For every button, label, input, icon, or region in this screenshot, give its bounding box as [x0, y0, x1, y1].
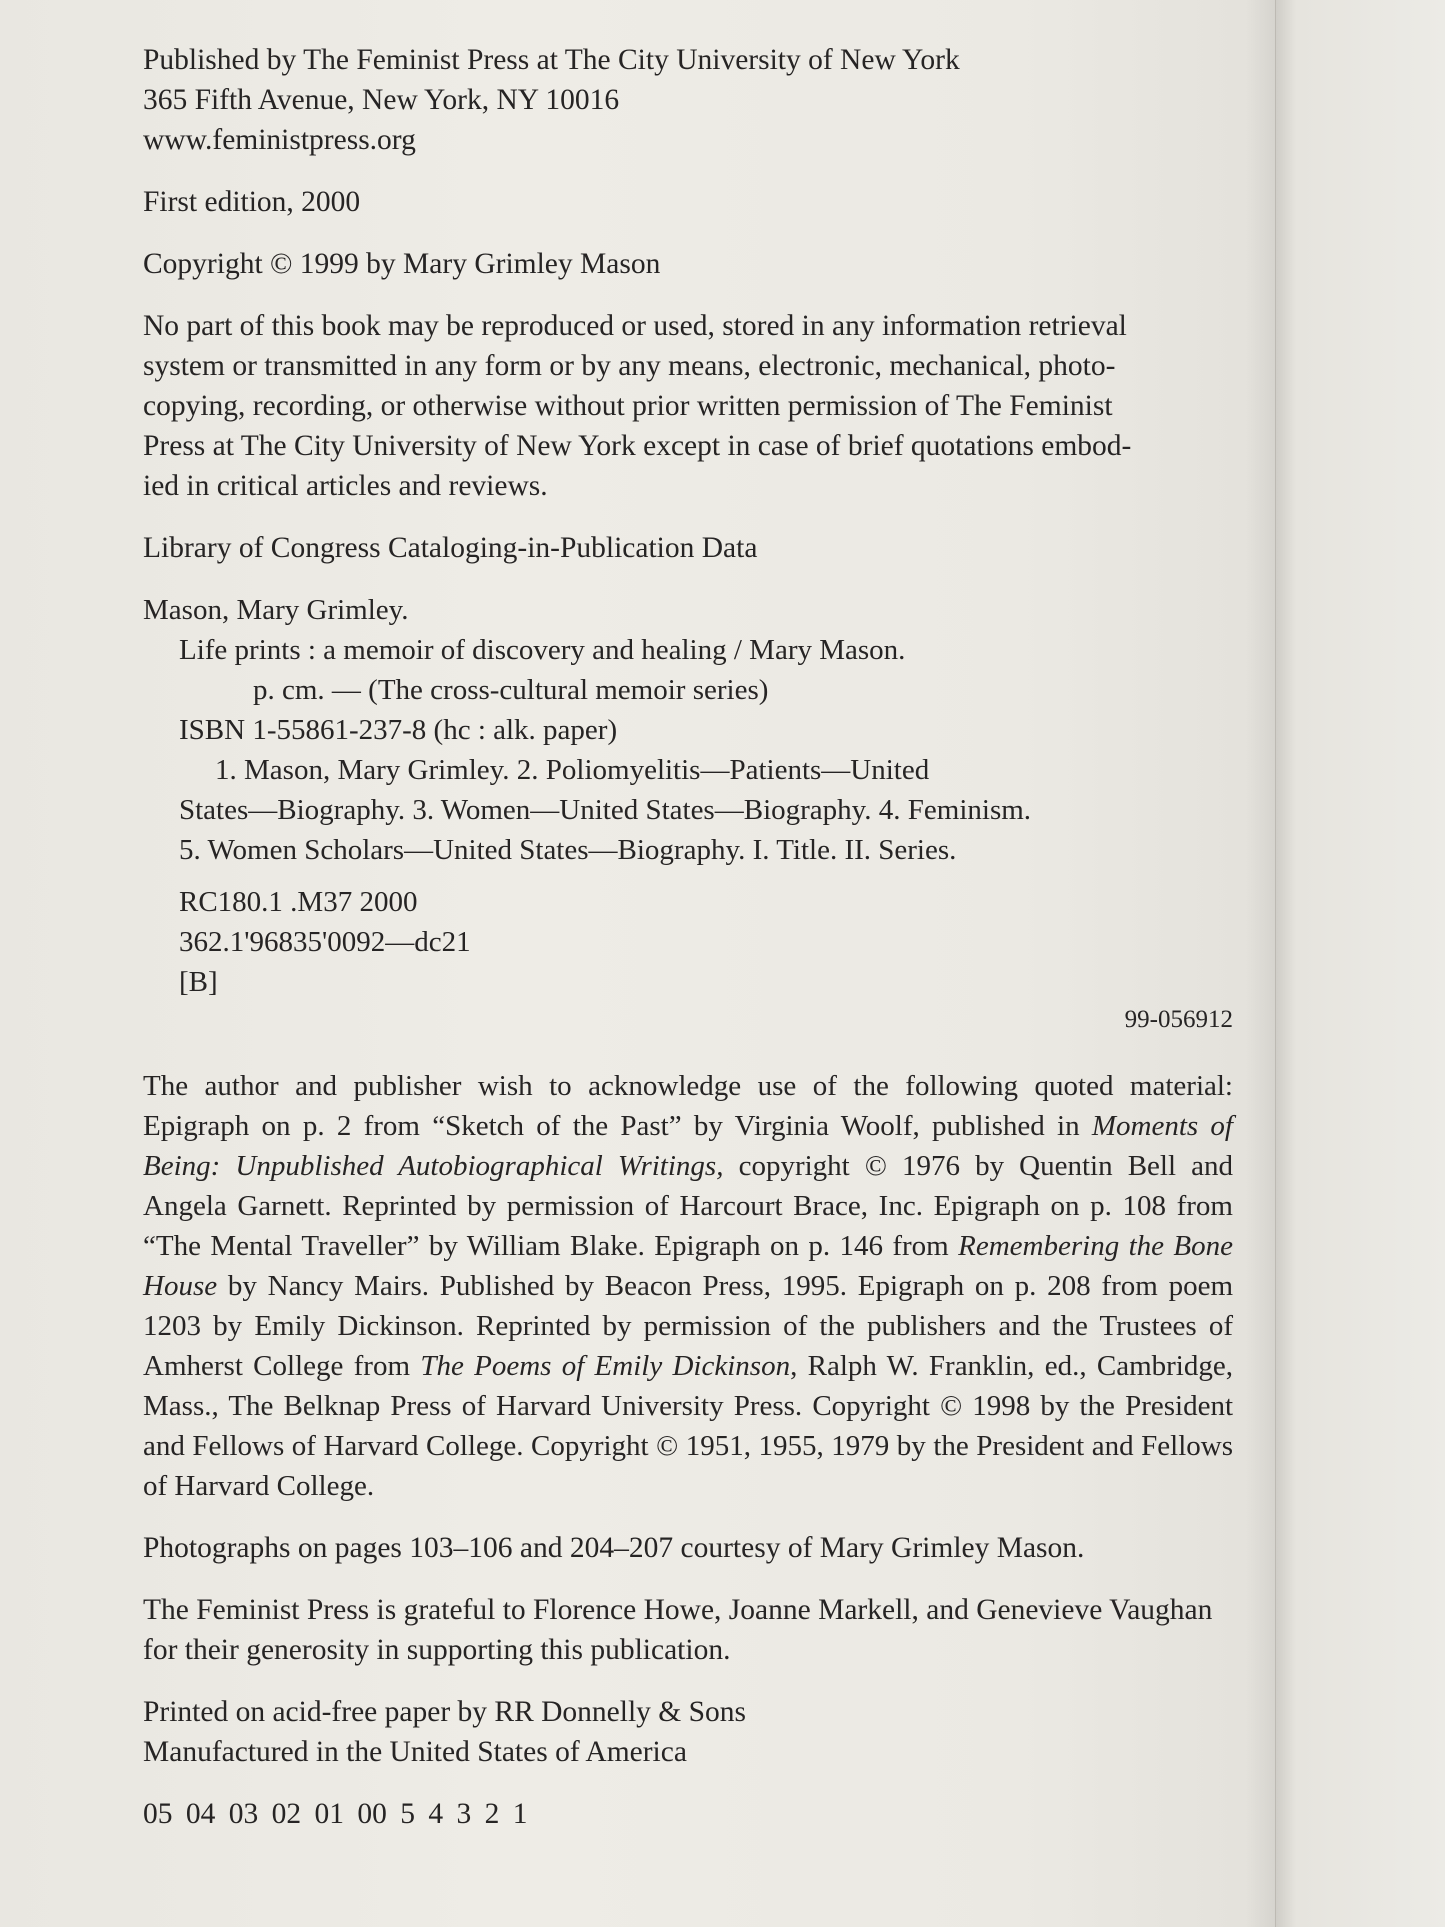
publisher-address: 365 Fifth Avenue, New York, NY 10016	[143, 84, 620, 116]
cip-call-number: RC180.1 .M37 2000	[179, 886, 418, 918]
cip-subjects-line: 5. Women Scholars—United States—Biography. I. Title. II. Series.	[179, 834, 957, 866]
lccn: 99-056912	[1124, 1006, 1233, 1033]
gutter-shadow	[1245, 0, 1275, 1927]
ack-title: Moments of Being: Unpublished Autobiographical Writings,	[143, 1110, 1233, 1182]
cip-heading: Library of Congress Cataloging-in-Publication Data	[143, 532, 758, 564]
cip-subjects-line: States—Biography. 3. Women—United States—Biography. 4. Feminism.	[179, 794, 1032, 826]
cip-physical: p. cm. — (The cross-cultural memoir series)	[253, 674, 769, 706]
copyright-notice: Copyright © 1999 by Mary Grimley Mason	[143, 248, 661, 280]
rights-line: system or transmitted in any form or by any means, electronic, mechanical, photo-	[143, 350, 1116, 382]
rights-line: ied in critical articles and reviews.	[143, 470, 548, 502]
manufacture-line: Manufactured in the United States of America	[143, 1736, 687, 1768]
ack-text: The author and publisher wish to acknowledge use of the following quoted material: Epigraph on p. 2 from “Sketch of the Past” by Virginia Woolf, published in	[143, 1070, 1233, 1142]
gratitude-statement: The Feminist Press is grateful to Florence Howe, Joanne Markell, and Genevieve Vaughan for their generosity in supporting this publication.	[143, 1594, 1213, 1666]
cip-dewey: 362.1'96835'0092—dc21	[179, 926, 471, 958]
photographs-credit: Photographs on pages 103–106 and 204–207 courtesy of Mary Grimley Mason.	[143, 1532, 1085, 1564]
printer-block	[143, 1692, 1233, 1772]
facing-page-edge	[1275, 0, 1445, 1927]
cip-subjects-line: 1. Mason, Mary Grimley. 2. Poliomyelitis—Patients—United	[215, 754, 930, 786]
printer-line: Printed on acid-free paper by RR Donnelly & Sons	[143, 1696, 746, 1728]
printing-numbers: 05 04 03 02 01 00 5 4 3 2 1	[143, 1798, 528, 1830]
cip-isbn: ISBN 1-55861-237-8 (hc : alk. paper)	[179, 714, 618, 746]
ack-text: by Nancy Mairs. Published by Beacon Press, 1995. Epigraph on p. 208 from poem 1203 by Emily Dickinson. Reprinted by permission of the publishers and the Trustees of Amherst College from	[143, 1270, 1233, 1382]
rights-line: No part of this book may be reproduced or used, stored in any information retrieval	[143, 310, 1127, 342]
ack-text: copyright © 1976 by Quentin Bell and Angela Garnett. Reprinted by permission of Harcourt Brace, Inc. Epigraph on p. 108 from “The Mental Traveller” by William Blake. Epigraph on p. 146 from	[143, 1150, 1234, 1262]
publisher-website: www.feministpress.org	[143, 124, 416, 156]
rights-line: Press at The City University of New York except in case of brief quotations embod-	[143, 430, 1132, 462]
publisher-block	[143, 40, 1233, 160]
ack-title: The Poems of Emily Dickinson	[420, 1350, 791, 1382]
cip-title: Life prints : a memoir of discovery and healing / Mary Mason.	[179, 634, 906, 666]
cip-record	[143, 590, 1233, 1002]
publisher-line: Published by The Feminist Press at The City University of New York	[143, 44, 960, 76]
cip-bracket: [B]	[179, 966, 218, 998]
ack-title: Remembering the Bone House	[143, 1230, 1233, 1302]
rights-line: copying, recording, or otherwise without prior written permission of The Feminist	[143, 390, 1113, 422]
edition: First edition, 2000	[143, 186, 361, 218]
copyright-page-text	[143, 40, 1233, 1834]
acknowledgment-paragraph	[143, 1066, 1233, 1506]
rights-statement	[143, 306, 1233, 506]
cip-author: Mason, Mary Grimley.	[143, 594, 409, 626]
ack-text: , Ralph W. Franklin, ed., Cambridge, Mass., The Belknap Press of Harvard University Press. Copyright © 1998 by the President and Fellows of Harvard College. Copyright © 1951, 1955, 1979 by the President and Fellows of Harvard College.	[143, 1350, 1233, 1502]
